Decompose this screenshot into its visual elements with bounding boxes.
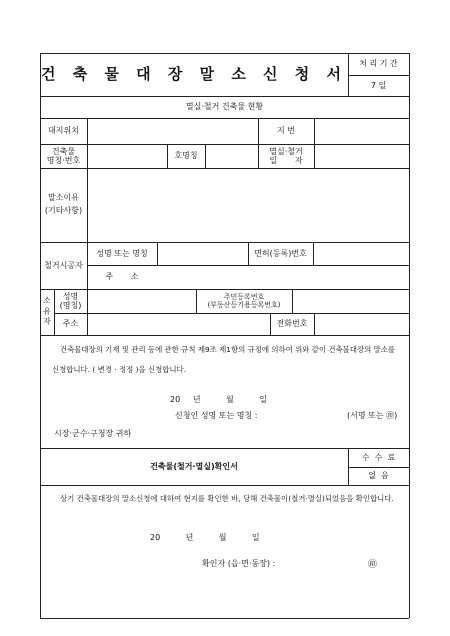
unit-name-label: 호명칭 — [174, 151, 198, 161]
reason-field[interactable] — [88, 169, 408, 241]
owner-name-field[interactable] — [88, 290, 195, 312]
addressee: 시장·군수·구청장 귀하 — [54, 429, 132, 438]
demolition-date-label-line1: 멸실·철거 — [269, 146, 303, 156]
owner-address-field[interactable] — [88, 314, 269, 334]
border-right — [409, 53, 410, 618]
lot-number-label: 지 번 — [277, 126, 295, 136]
site-location-label: 대지위치 — [48, 126, 79, 136]
fee-value: 없 음 — [368, 471, 389, 481]
reason-label-line2: (기타사항) — [44, 206, 83, 215]
application-statement: 건축물대장의 기재 및 관리 등에 관한 규칙 제9조 제1항의 규정에 의하여 위와 같이 건축물대장의 말소를 신청합니다. ( 변경 · 정정 )을 신청합니다. — [52, 345, 396, 374]
reason-label-line1: 말소이유 — [48, 193, 79, 203]
license-number-field[interactable] — [314, 243, 408, 264]
processing-period-label: 처 리 기 간 — [359, 59, 398, 69]
demolition-date-label — [258, 144, 314, 168]
registration-number-label — [196, 289, 292, 313]
seal-icon: ㊞ — [368, 560, 378, 570]
application-date: 20 년 월 일 — [170, 395, 267, 404]
contractor-label: 철거시공자 — [44, 260, 83, 270]
phone-label: 전화번호 — [276, 319, 308, 329]
owner-name-label-line1: 성명 — [62, 291, 79, 301]
contractor-address-field[interactable] — [158, 266, 408, 288]
registration-number-label-line1: 주민등록번호 — [223, 292, 265, 301]
building-name-label — [40, 144, 87, 168]
building-name-label-line1: 건축물 — [51, 146, 76, 156]
contractor-name-field[interactable] — [158, 243, 247, 264]
license-number-label: 면허(등록)번호 — [254, 248, 307, 258]
confirmer-line: 확인자 (읍·면·동장) : — [202, 559, 276, 568]
processing-period-value: 7 일 — [370, 80, 387, 90]
applicant-signature-field[interactable] — [280, 406, 340, 420]
confirmation-date: 20 년 월 일 — [150, 533, 260, 542]
confirmation-title: 건축물(철거·멸실)확인서 — [150, 461, 238, 471]
contractor-address-label: 주 소 — [105, 272, 139, 282]
signature-note: (서명 또는 ㊞) — [347, 411, 398, 420]
rule-after-confirmation-title — [40, 485, 409, 486]
registration-number-label-line2: (부동산등기용등록번호) — [207, 301, 281, 309]
owner-label-1: 소 — [43, 295, 51, 305]
unit-name-field[interactable] — [206, 145, 257, 167]
contractor-name-label: 성명 또는 명칭 — [96, 248, 148, 258]
form-title: 건 축 물 대 장 말 소 신 청 서 — [41, 64, 347, 83]
applicant-line: 신청인 성명 또는 명칭 : — [175, 411, 258, 420]
demolition-date-label-line2: 일 자 — [269, 156, 303, 165]
phone-field[interactable] — [315, 314, 408, 334]
registration-number-field[interactable] — [293, 290, 408, 312]
fee-label: 수 수 료 — [361, 452, 396, 462]
owner-label-2: 유 — [43, 306, 51, 316]
lot-number-field[interactable] — [315, 119, 408, 143]
building-name-label-line2: 명칭·번호 — [46, 156, 81, 165]
owner-label-3: 자 — [43, 317, 51, 327]
site-location-field[interactable] — [88, 119, 257, 143]
owner-name-label — [54, 289, 87, 313]
owner-label — [40, 289, 54, 335]
section-header: 멸실·철거 건축물 현황 — [185, 102, 264, 112]
border-bottom — [40, 618, 409, 619]
building-name-field[interactable] — [88, 145, 166, 167]
owner-address-label: 주소 — [62, 319, 79, 329]
demolition-date-field[interactable] — [315, 145, 408, 167]
confirmation-statement: 상기 건축물대장의 말소신청에 대하여 현지를 확인한 바, 당해 건축물이(철거·멸실)되었음을 확인합니다. — [60, 494, 394, 503]
rule-after-owner — [40, 335, 409, 336]
owner-name-label-line2: (명칭) — [59, 301, 82, 310]
reason-label — [40, 168, 87, 242]
confirmer-signature-field[interactable] — [300, 554, 360, 568]
